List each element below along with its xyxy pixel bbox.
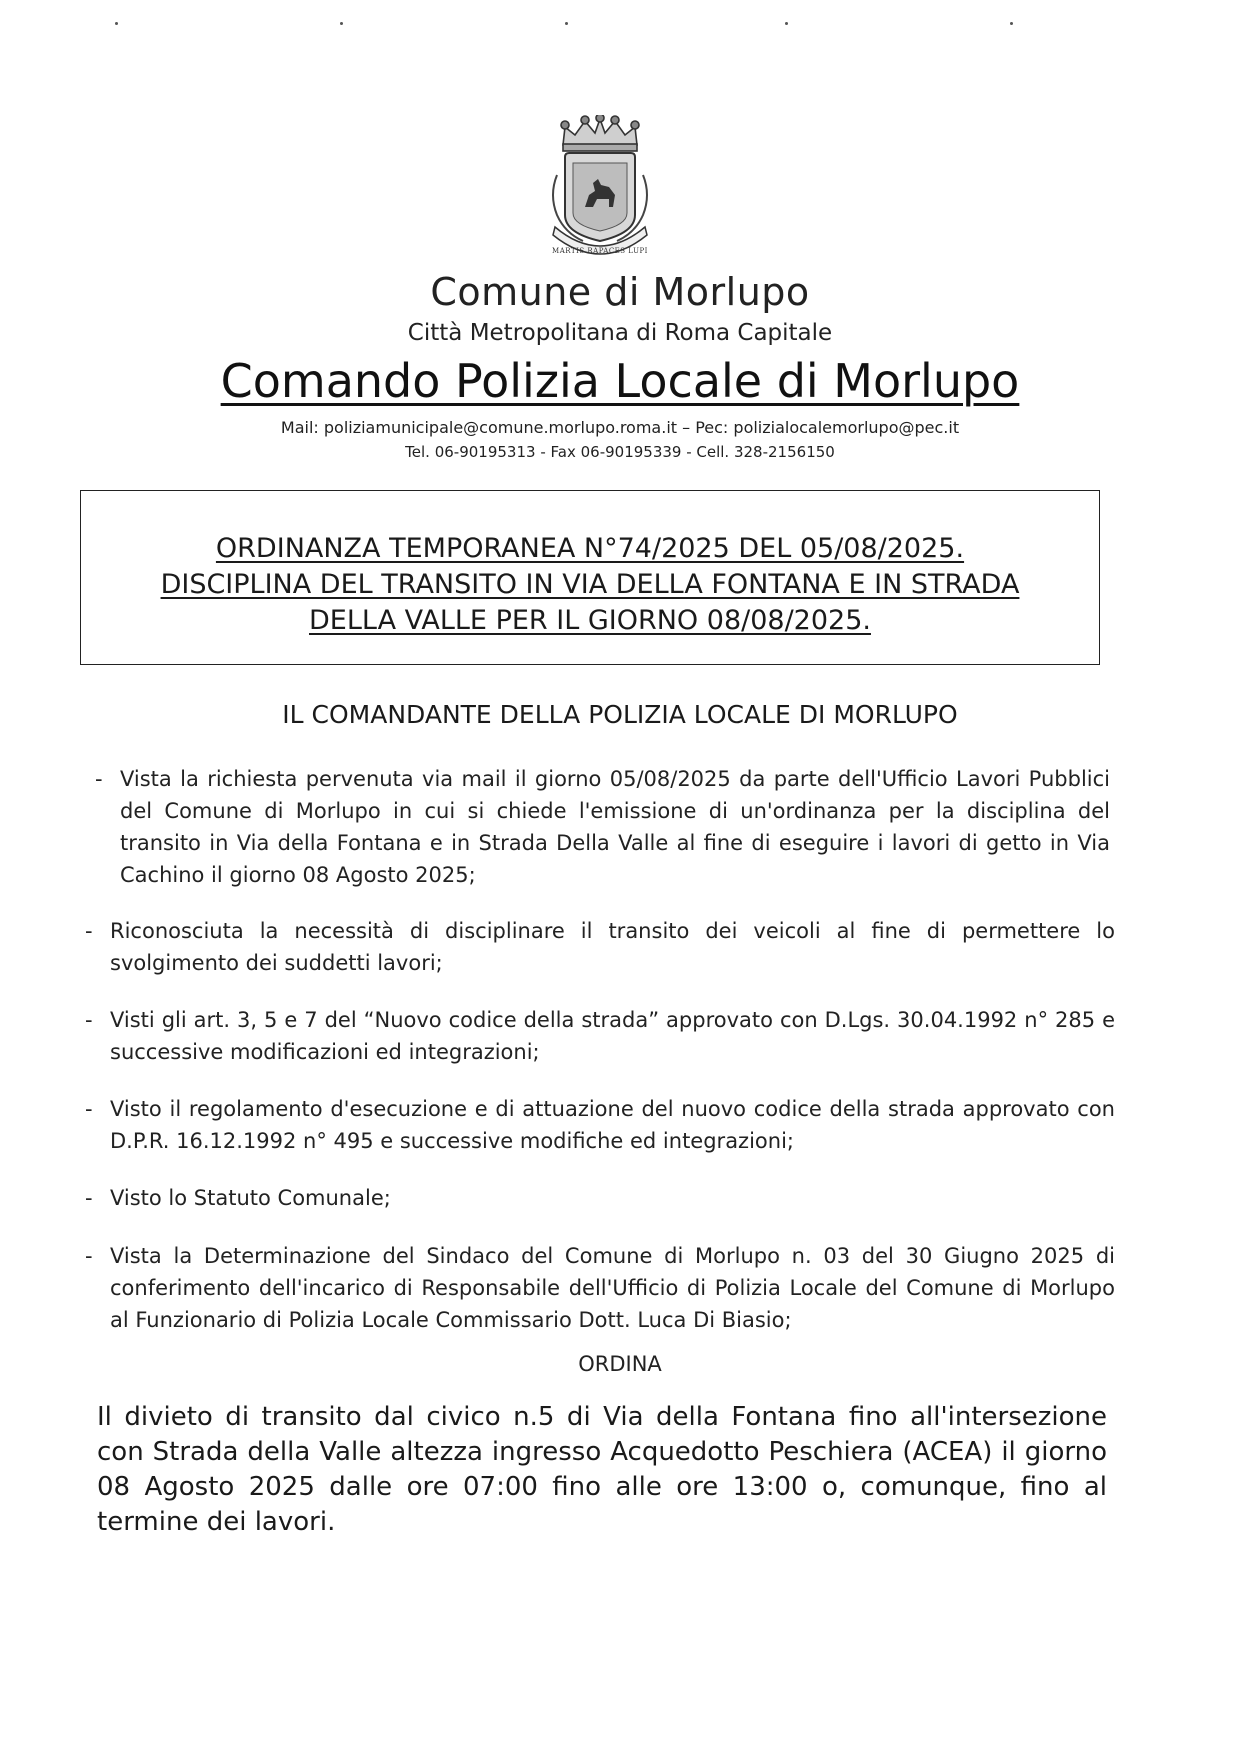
- ordinance-title-box: [80, 490, 1100, 665]
- contacts-mail: Mail: poliziamunicipale@comune.morlupo.roma.it – Pec: polizialocalemorlupo@pec.it: [280, 418, 960, 437]
- scan-dot: [785, 22, 788, 25]
- premise-dash: -: [95, 767, 103, 791]
- premise-dash: -: [85, 1097, 93, 1121]
- ordinance-title-line: DISCIPLINA DEL TRANSITO IN VIA DELLA FONTANA E IN STRADA: [160, 569, 1020, 600]
- scan-dot: [340, 22, 343, 25]
- scan-dot: [115, 22, 118, 25]
- premise-dash: -: [85, 919, 93, 943]
- contacts-tel: Tel. 06-90195313 - Fax 06-90195339 - Cell. 328-2156150: [405, 443, 835, 461]
- ordinance-provision: Il divieto di transito dal civico n.5 di Via della Fontana fino all'intersezione con Strada della Valle altezza ingresso Acquedotto Peschiera (ACEA) il giorno 08 Agosto 2025 dalle ore 07:00 fino alle ore 13:00 o, comunque, fino al termine dei lavori.: [97, 1402, 1107, 1537]
- ordinance-title: [81, 531, 1099, 639]
- citta-metropolitana: Città Metropolitana di Roma Capitale: [407, 320, 833, 346]
- premise-text: Vista la Determinazione del Sindaco del Comune di Morlupo n. 03 del 30 Giugno 2025 di conferimento dell'incarico di Responsabile dell'Ufficio di Polizia Locale del Comune di Morlupo al Funzionario di Polizia Locale Commissario Dott. Luca Di Biasio;: [110, 1244, 1115, 1332]
- premise-text: Vista la richiesta pervenuta via mail il giorno 05/08/2025 da parte dell'Ufficio Lavori Pubblici del Comune di Morlupo in cui si chiede l'emissione di un'ordinanza per la disciplina del transito in Via della Fontana e in Strada Della Valle al fine di eseguire i lavori di getto in Via Cachino il giorno 08 Agosto 2025;: [120, 767, 1110, 887]
- premise-dash: -: [85, 1244, 93, 1268]
- premise-text: Visto il regolamento d'esecuzione e di attuazione del nuovo codice della strada approvato con D.P.R. 16.12.1992 n° 495 e successive modifiche ed integrazioni;: [110, 1097, 1115, 1153]
- premise-text: Riconosciuta la necessità di disciplinare il transito dei veicoli al fine di permettere lo svolgimento dei suddetti lavori;: [110, 919, 1115, 975]
- comune-name: Comune di Morlupo: [430, 270, 810, 314]
- premise-dash: -: [85, 1186, 93, 1210]
- municipal-crest-icon: [535, 115, 665, 260]
- ordinance-title-line: DELLA VALLE PER IL GIORNO 08/08/2025.: [309, 605, 871, 636]
- premise-text: Visti gli art. 3, 5 e 7 del “Nuovo codice della strada” approvato con D.Lgs. 30.04.1992 n° 285 e successive modificazioni ed integrazioni;: [110, 1008, 1115, 1064]
- premise-dash: -: [85, 1008, 93, 1032]
- ordinance-title-line: ORDINANZA TEMPORANEA N°74/2025 DEL 05/08/2025.: [215, 533, 965, 564]
- premise-text: Visto lo Statuto Comunale;: [110, 1186, 391, 1210]
- scan-dot: [565, 22, 568, 25]
- scan-dot: [1010, 22, 1013, 25]
- crest-motto: MARTIS RAPACES LUPI: [552, 247, 648, 255]
- comando-title: Comando Polizia Locale di Morlupo: [220, 354, 1020, 408]
- ordina-heading: ORDINA: [578, 1352, 662, 1376]
- comandante-heading: IL COMANDANTE DELLA POLIZIA LOCALE DI MORLUPO: [282, 700, 958, 729]
